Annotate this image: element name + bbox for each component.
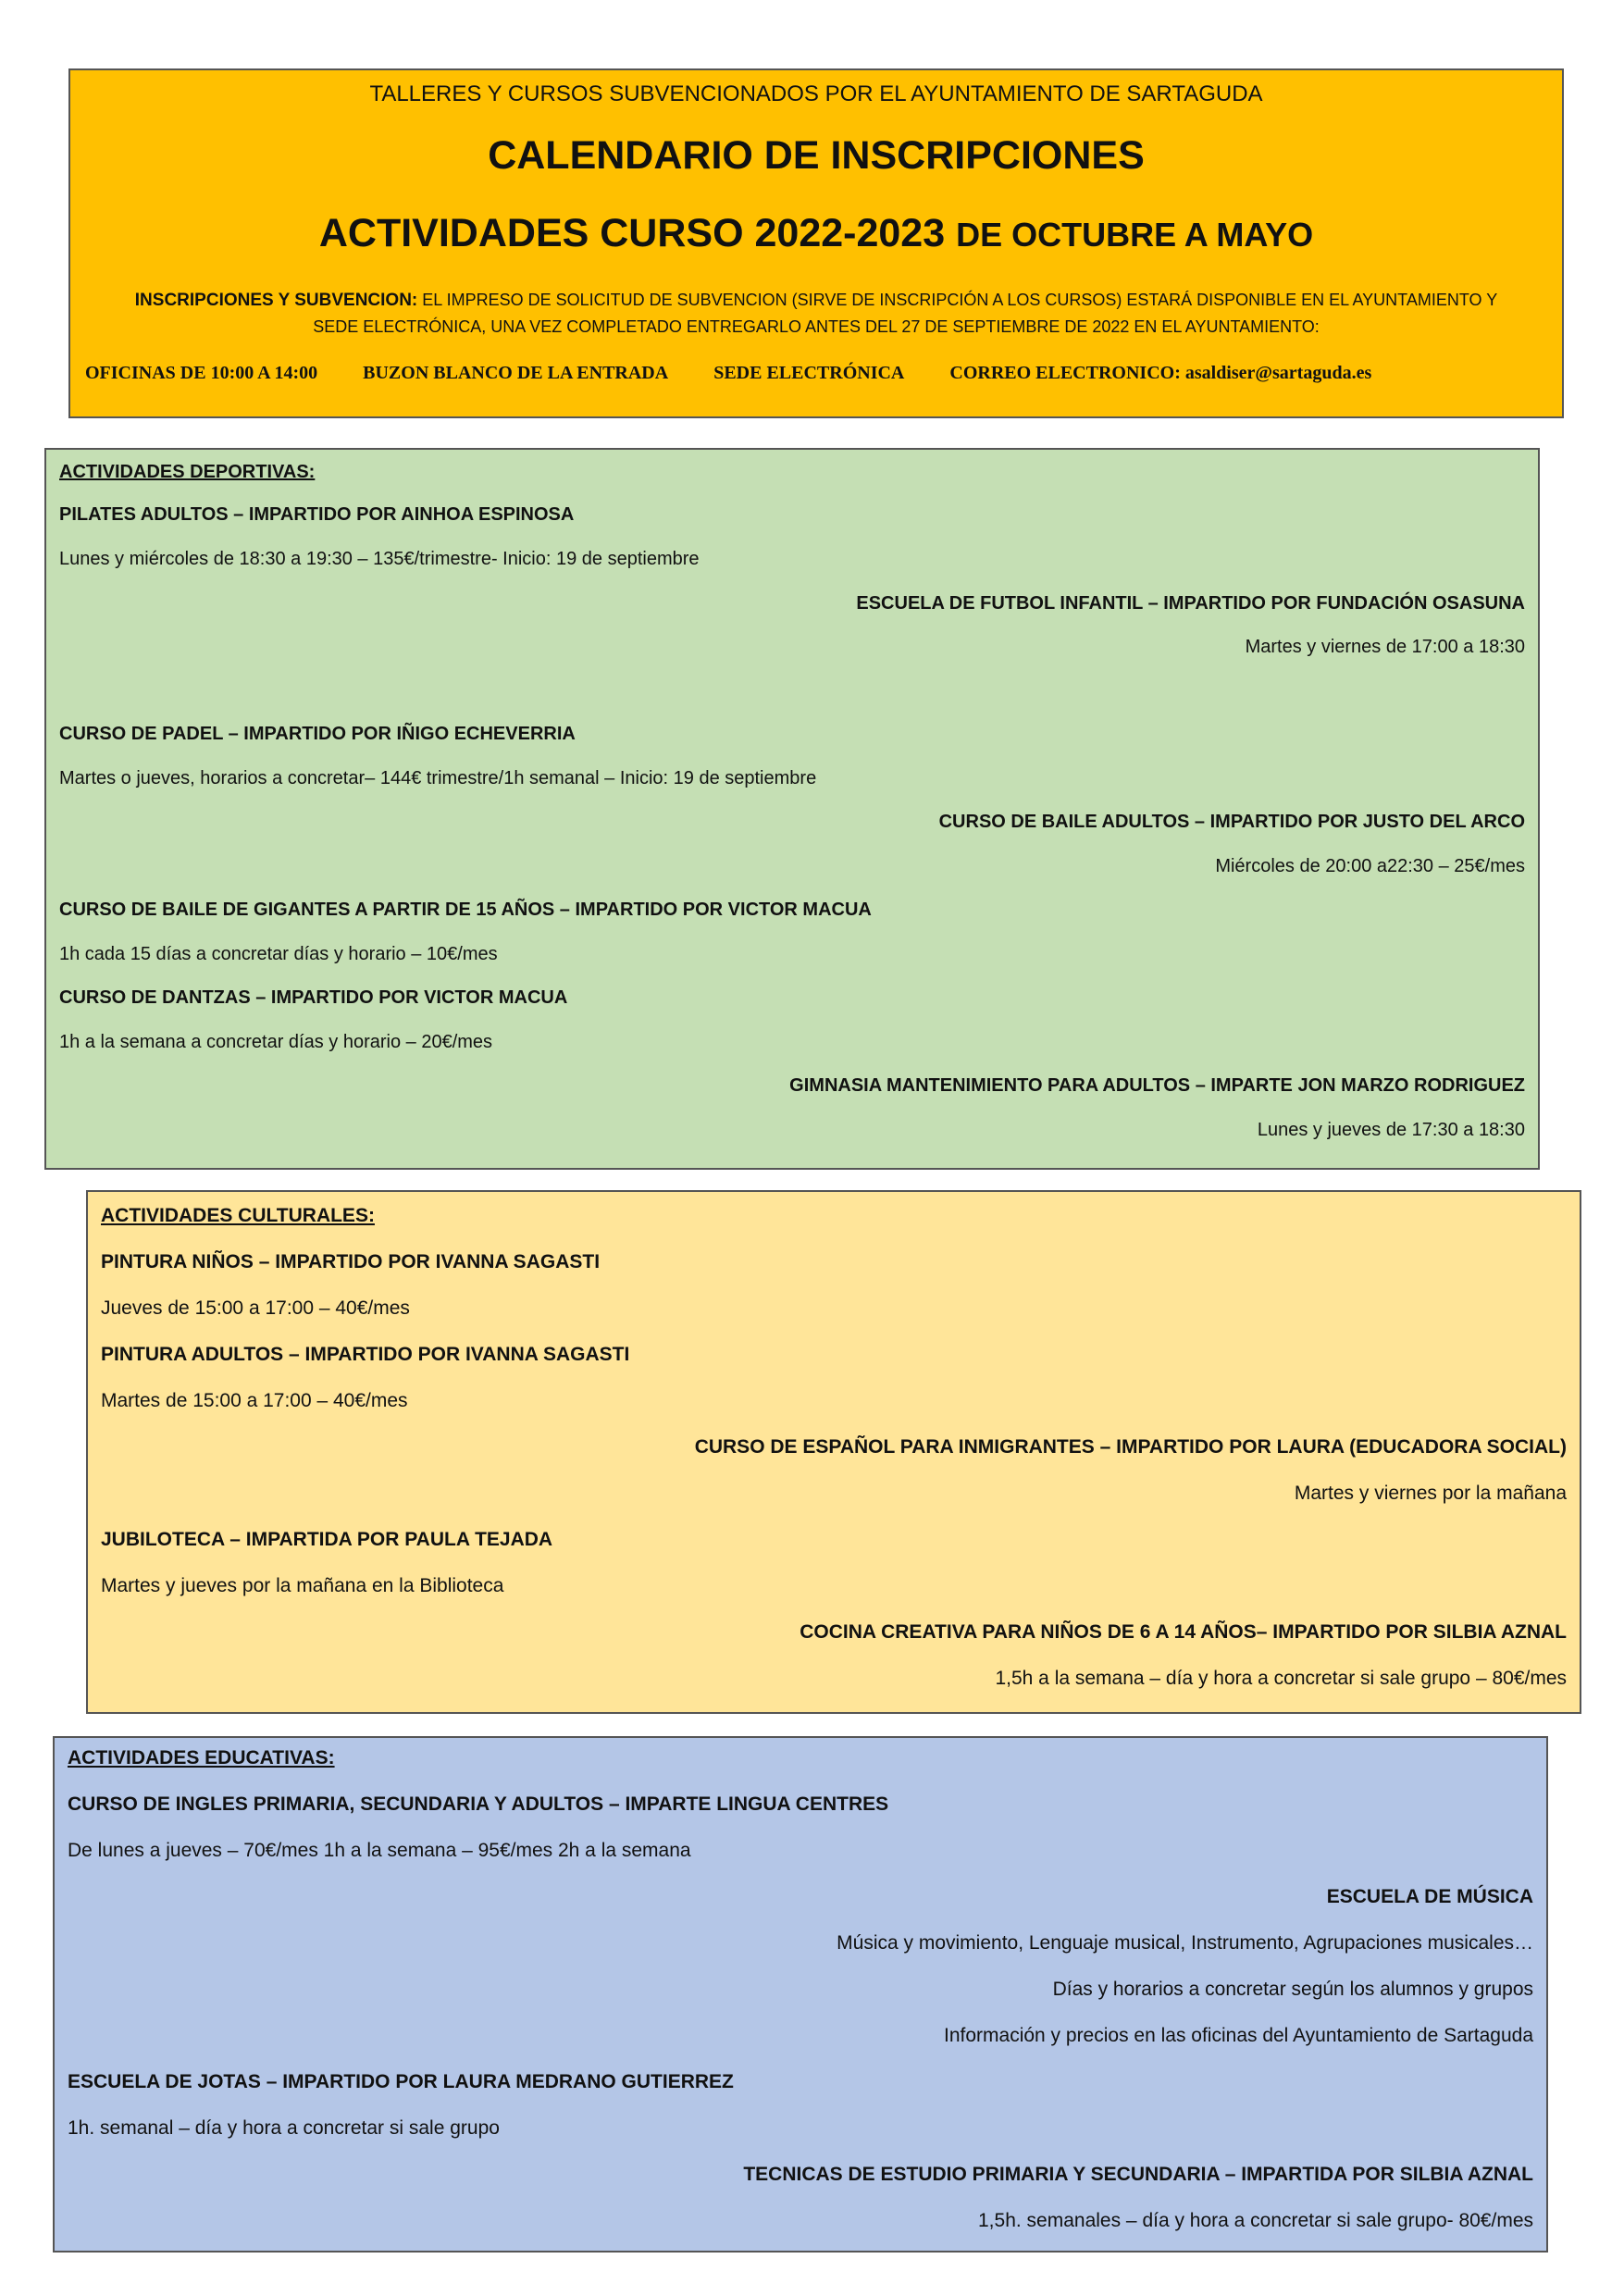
activity-info: 1h a la semana a concretar días y horario – 20€/mes xyxy=(59,1032,493,1052)
activity-title: ESCUELA DE FUTBOL INFANTIL – IMPARTIDO POR FUNDACIÓN OSASUNA xyxy=(856,593,1525,614)
activity-title: CURSO DE DANTZAS – IMPARTIDO POR VICTOR MACUA xyxy=(59,987,568,1008)
section-heading: ACTIVIDADES EDUCATIVAS: xyxy=(68,1747,335,1769)
page-title: CALENDARIO DE INSCRIPCIONES xyxy=(488,133,1145,178)
activity-info: Jueves de 15:00 a 17:00 – 40€/mes xyxy=(101,1297,410,1319)
activity-info: 1,5h. semanales – día y hora a concretar si sale grupo- 80€/mes xyxy=(978,2210,1533,2231)
activity-title: COCINA CREATIVA PARA NIÑOS DE 6 A 14 AÑOS– IMPARTIDO POR SILBIA AZNAL xyxy=(800,1621,1567,1643)
header-top-line: TALLERES Y CURSOS SUBVENCIONADOS POR EL AYUNTAMIENTO DE SARTAGUDA xyxy=(369,81,1263,106)
activity-info: 1h. semanal – día y hora a concretar si sale grupo xyxy=(68,2117,500,2139)
activity-info: Martes de 15:00 a 17:00 – 40€/mes xyxy=(101,1390,408,1411)
activity-info: Martes y jueves por la mañana en la Biblioteca xyxy=(101,1575,504,1596)
activity-title: ESCUELA DE JOTAS – IMPARTIDO POR LAURA MEDRANO GUTIERREZ xyxy=(68,2071,734,2092)
activity-title: PINTURA NIÑOS – IMPARTIDO POR IVANNA SAGASTI xyxy=(101,1251,601,1272)
inscripciones-label: INSCRIPCIONES Y SUBVENCION: xyxy=(134,291,418,310)
section-heading: ACTIVIDADES CULTURALES: xyxy=(101,1205,375,1226)
activity-info: Miércoles de 20:00 a22:30 – 25€/mes xyxy=(1215,856,1525,876)
activity-info: Martes y viernes de 17:00 a 18:30 xyxy=(1245,637,1525,657)
activity-info: De lunes a jueves – 70€/mes 1h a la semana – 95€/mes 2h a la semana xyxy=(68,1840,691,1861)
section-deportivas xyxy=(44,448,1540,1170)
subtitle-main: ACTIVIDADES CURSO 2022-2023 xyxy=(318,211,946,255)
activity-info: 1,5h a la semana – día y hora a concretar si sale grupo – 80€/mes xyxy=(995,1668,1567,1689)
activity-title: CURSO DE PADEL – IMPARTIDO POR IÑIGO ECHEVERRIA xyxy=(59,724,576,744)
contact-sede: SEDE ELECTRÓNICA xyxy=(713,363,905,383)
activity-info: Música y movimiento, Lenguaje musical, Instrumento, Agrupaciones musicales… xyxy=(837,1932,1533,1954)
activity-info: Lunes y jueves de 17:30 a 18:30 xyxy=(1257,1120,1525,1140)
contacts-line xyxy=(85,363,1547,384)
activity-info: Martes o jueves, horarios a concretar– 144€ trimestre/1h semanal – Inicio: 19 de septiembre xyxy=(59,768,817,788)
section-heading: ACTIVIDADES DEPORTIVAS: xyxy=(59,462,316,482)
activity-title: PILATES ADULTOS – IMPARTIDO POR AINHOA ESPINOSA xyxy=(59,504,575,525)
activity-info: Información y precios en las oficinas del Ayuntamiento de Sartaguda xyxy=(944,2025,1533,2046)
contact-oficinas: OFICINAS DE 10:00 A 14:00 xyxy=(85,363,318,383)
contact-buzon: BUZON BLANCO DE LA ENTRADA xyxy=(363,363,669,383)
activity-title: CURSO DE BAILE DE GIGANTES A PARTIR DE 15 AÑOS – IMPARTIDO POR VICTOR MACUA xyxy=(59,900,872,920)
section-culturales xyxy=(86,1190,1581,1714)
activity-info: Martes y viernes por la mañana xyxy=(1294,1483,1567,1504)
activity-title: PINTURA ADULTOS – IMPARTIDO POR IVANNA SAGASTI xyxy=(101,1344,630,1365)
page-subtitle xyxy=(70,211,1562,256)
activity-info: Días y horarios a concretar según los alumnos y grupos xyxy=(1052,1979,1533,2000)
header-box xyxy=(68,68,1564,418)
activity-title: ESCUELA DE MÚSICA xyxy=(1326,1886,1533,1907)
activity-title: CURSO DE BAILE ADULTOS – IMPARTIDO POR JUSTO DEL ARCO xyxy=(938,812,1525,832)
activity-title: TECNICAS DE ESTUDIO PRIMARIA Y SECUNDARIA – IMPARTIDA POR SILBIA AZNAL xyxy=(743,2164,1533,2185)
activity-title: CURSO DE INGLES PRIMARIA, SECUNDARIA Y ADULTOS – IMPARTE LINGUA CENTRES xyxy=(68,1793,889,1815)
inscripciones-text: EL IMPRESO DE SOLICITUD DE SUBVENCION (SIRVE DE INSCRIPCIÓN A LOS CURSOS) ESTARÁ DISPONIBLE EN EL AYUNTAMIENTO Y SEDE ELECTRÓNICA, UNA VEZ COMPLETADO ENTREGARLO ANTES DEL 27 DE SEPTIEMBRE DE 2022 EN EL AYUNTAMIENTO: xyxy=(313,291,1498,336)
activity-info: Lunes y miércoles de 18:30 a 19:30 – 135€/trimestre- Inicio: 19 de septiembre xyxy=(59,549,700,569)
activity-title: GIMNASIA MANTENIMIENTO PARA ADULTOS – IMPARTE JON MARZO RODRIGUEZ xyxy=(789,1075,1525,1096)
activity-title: JUBILOTECA – IMPARTIDA POR PAULA TEJADA xyxy=(101,1529,553,1550)
section-educativas xyxy=(53,1736,1548,2253)
activity-title: CURSO DE ESPAÑOL PARA INMIGRANTES – IMPARTIDO POR LAURA (EDUCADORA SOCIAL) xyxy=(694,1436,1567,1458)
contact-correo: CORREO ELECTRONICO: asaldiser@sartaguda.es xyxy=(949,363,1372,383)
subtitle-small: DE OCTUBRE A MAYO xyxy=(956,216,1314,254)
activity-info: 1h cada 15 días a concretar días y horario – 10€/mes xyxy=(59,944,498,964)
inscripciones-paragraph xyxy=(126,287,1506,340)
